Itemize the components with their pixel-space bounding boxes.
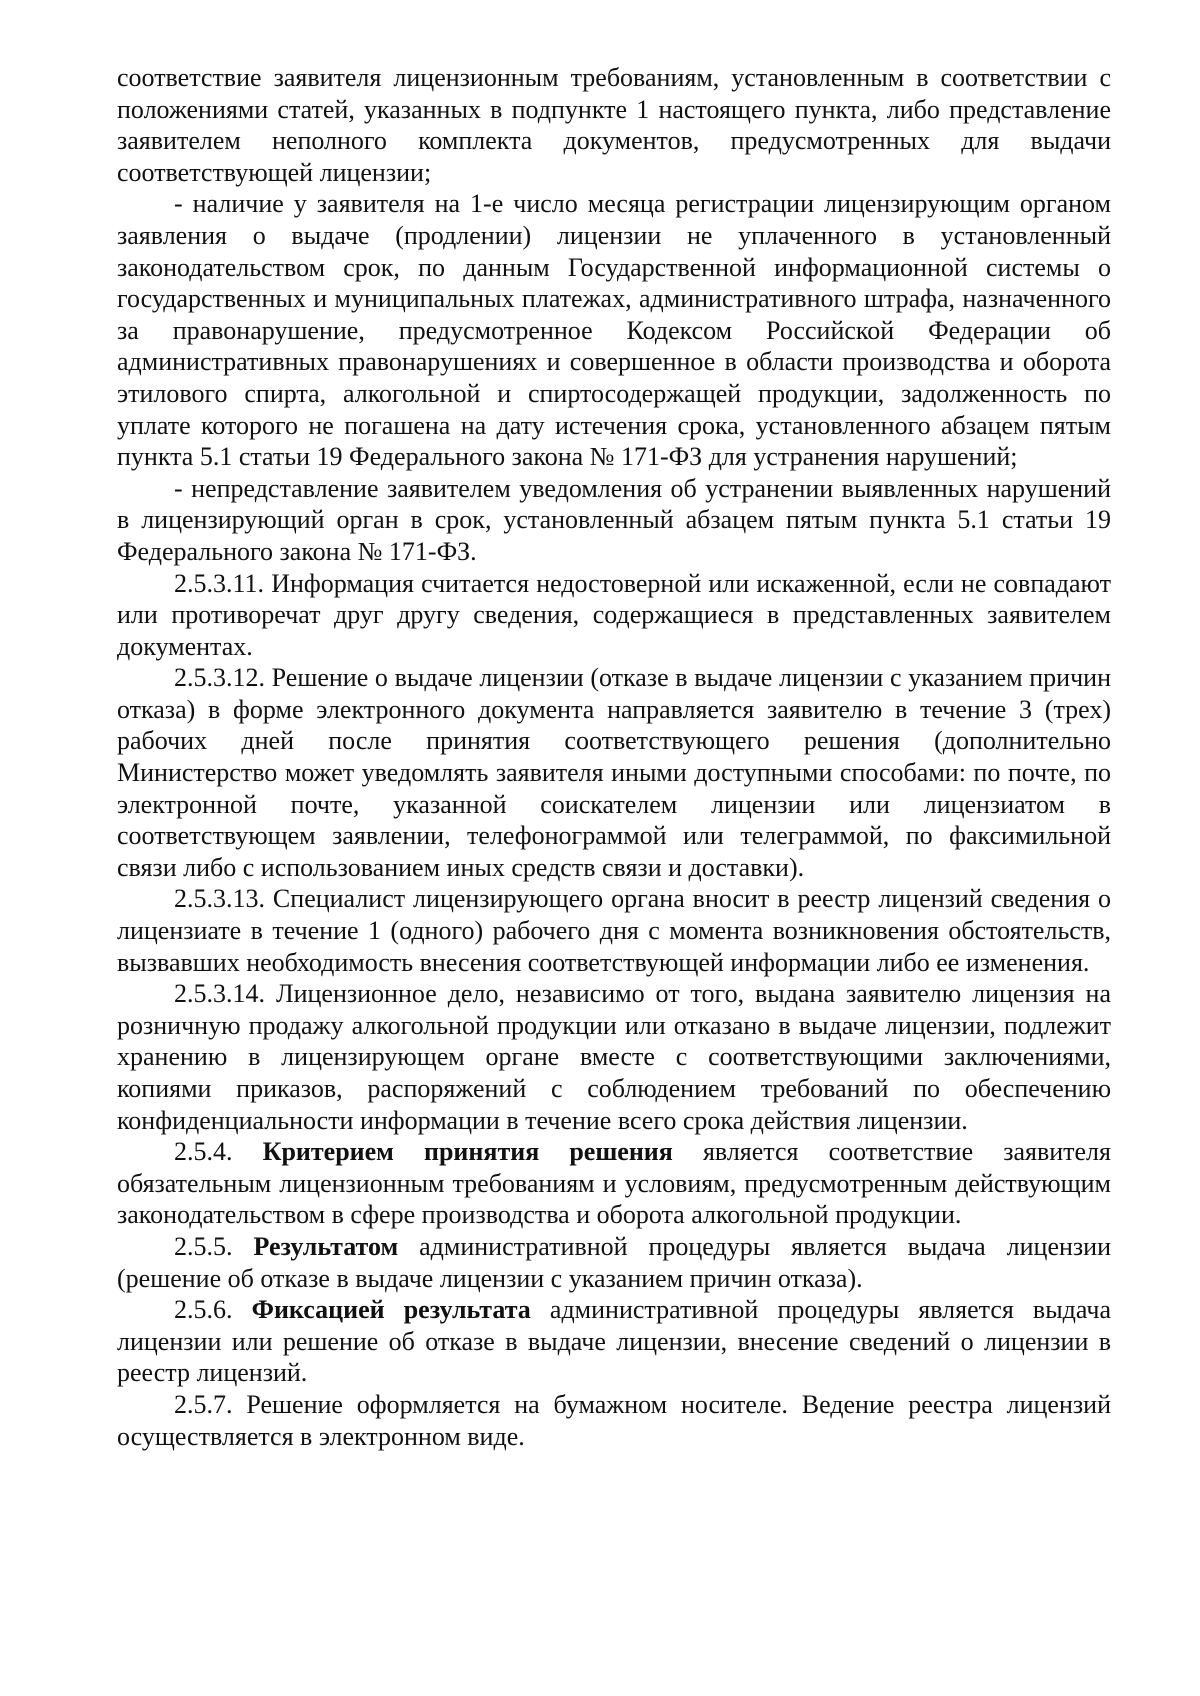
paragraph-list-item-notice [117,473,1111,568]
document-body [117,62,1111,1452]
paragraph-2-5-7 [117,1389,1111,1452]
paragraph-text: 2.5.7. Решение оформляется на бумажном носителе. Ведение реестра лицензий осуществляется в электронном виде. [117,1389,1111,1451]
paragraph-2-5-5 [117,1231,1111,1294]
paragraph-text: - непредставление заявителем уведомления об устранении выявленных нарушений в лицензирующий орган в срок, установленный абзацем пятым пункта 5.1 статьи 19 Федерального закона № 171-ФЗ. [117,473,1111,566]
paragraph-2-5-3-14 [117,978,1111,1136]
paragraph-text: 2.5.3.14. Лицензионное дело, независимо от того, выдана заявителю лицензия на розничную продажу алкогольной продукции или отказано в выдаче лицензии, подлежит хранению в лицензирующем органе вместе с соответствующими заключениями, копиями приказов, распоряжений с соблюдением требований по обеспечению конфиденциальности информации в течение всего срока действия лицензии. [117,979,1111,1135]
paragraph-text: административной процедуры является выдача лицензии или решение об отказе в выдаче лицензии, внесение сведений о лицензии в реестр лицензий. [117,1295,1112,1388]
bold-term: Фиксацией результата [251,1295,531,1325]
paragraph-2-5-4 [117,1136,1111,1231]
bold-term: Критерием принятия решения [262,1137,673,1167]
paragraph-text: соответствие заявителя лицензионным требованиям, установленным в соответствии с положениями статей, указанных в подпункте 1 настоящего пункта, либо представление заявителем неполного комплекта документов, предусмотренных для выдачи соответствующей лицензии; [117,63,1111,187]
paragraph-number: 2.5.5. [174,1231,254,1261]
paragraph-text: 2.5.3.11. Информация считается недостоверной или искаженной, если не совпадают или противоречат друг другу сведения, содержащиеся в представленных заявителем документах. [117,568,1111,661]
paragraph-text: административной процедуры является выдача лицензии (решение об отказе в выдаче лицензии с указанием причин отказа). [117,1231,1111,1293]
paragraph-2-5-3-13 [117,883,1111,978]
paragraph-2-5-6 [117,1294,1111,1389]
paragraph-text: - наличие у заявителя на 1-е число месяца регистрации лицензирующим органом заявления о выдаче (продлении) лицензии не уплаченного в установленный законодательством срок, по данным Государственной информационной системы о государственных и муниципальных платежах, административного штрафа, назначенного за правонарушение, предусмотренное Кодексом Российской Федерации об административных правонарушениях и совершенное в области производства и оборота этилового спирта, алкогольной и спиртосодержащей продукции, задолженность по уплате которого не погашена на дату истечения срока, установленного абзацем пятым пункта 5.1 статьи 19 Федерального закона № 171-ФЗ для устранения нарушений; [117,189,1111,472]
paragraph-2-5-3-12 [117,662,1111,883]
paragraph-number: 2.5.4. [174,1137,263,1167]
paragraph-list-item-fine [117,188,1111,472]
paragraph-text: 2.5.3.13. Специалист лицензирующего органа вносит в реестр лицензий сведения о лицензиате в течение 1 (одного) рабочего дня с момента возникновения обстоятельств, вызвавших необходимость внесения соответствующей информации либо ее изменения. [117,884,1111,977]
paragraph-2-5-3-11 [117,568,1111,663]
paragraph-continuation [117,62,1111,188]
paragraph-text: 2.5.3.12. Решение о выдаче лицензии (отказе в выдаче лицензии с указанием причин отказа) в форме электронного документа направляется заявителю в течение 3 (трех) рабочих дней после принятия соответствующего решения (дополнительно Министерство может уведомлять заявителя иными доступными способами: по почте, по электронной почте, указанной соискателем лицензии или лицензиатом в соответствующем заявлении, телефонограммой или телеграммой, по факсимильной связи либо с использованием иных средств связи и доставки). [117,663,1111,882]
bold-term: Результатом [253,1231,399,1261]
paragraph-text: является соответствие заявителя обязательным лицензионным требованиям и условиям, предусмотренным действующим законодательством в сфере производства и оборота алкогольной продукции. [117,1137,1111,1230]
paragraph-number: 2.5.6. [174,1295,252,1325]
